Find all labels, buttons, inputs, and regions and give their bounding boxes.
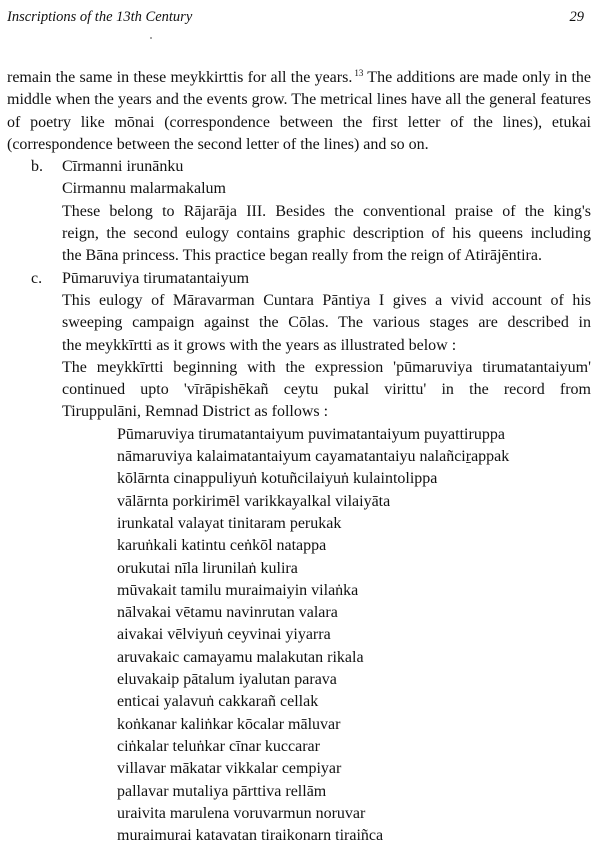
verse-line: muraimurai katavatan tiraikonarn tiraiñca (117, 827, 384, 845)
verse-line: pallavar mutaliya pārttiva rellām (117, 782, 327, 800)
item-c-text-line: continued upto 'vīrāpishēkañ ceytu pukal virittu' in the record from (62, 381, 591, 399)
verse-line: nāmaruviya kalaimatantaiyum cayamatantaiyu nalañciṟappak (117, 448, 510, 466)
verse-line: koṅkanar kaliṅkar kōcalar māluvar (117, 715, 341, 733)
item-b-title-1: Cīrmanni irunānku (62, 158, 184, 176)
item-c-text-line: the meykkīrtti as it grows with the years as illustrated below : (62, 336, 457, 354)
item-b-text-line: These belong to Rājarāja III. Besides the conventional praise of the king's (62, 202, 591, 220)
item-c-text-line: The meykkīrtti beginning with the expression 'pūmaruviya tirumatantaiyum' (62, 358, 591, 376)
verse-line: karuṅkali katintu ceṅkōl natappa (117, 537, 327, 555)
list-item-b (7, 156, 591, 267)
verse-line: eluvakaip pātalum iyalutan parava (117, 671, 337, 689)
verse-line: villavar mākatar vikkalar cempiyar (117, 760, 342, 778)
item-b-marker: b. (31, 158, 43, 176)
footnote-ref: 13 (354, 68, 364, 78)
item-c-text-line: This eulogy of Māravarman Cuntara Pāntiya I gives a vivid account of his (62, 291, 591, 309)
item-b-text-line: reign, the second eulogy contains graphic description of his queens including (62, 225, 591, 243)
verse-line: Pūmaruviya tirumatantaiyum puvimatantaiyum puyattiruppa (117, 425, 505, 443)
verse-line: enticai yalavuṅ cakkarañ cellak (117, 693, 319, 711)
intro-first-sentence: remain the same in these meykkirttis for all the years. (7, 69, 353, 86)
item-c-title: Pūmaruviya tirumatantaiyum (62, 269, 250, 287)
verse-line: kōlārnta cinappuliyuṅ kotuñcilaiyuṅ kulaintolippa (117, 470, 438, 488)
list-item-c (7, 268, 591, 424)
item-c-text-line: Tiruppulāni, Remnad District as follows : (62, 403, 329, 421)
verse-line: nālvakai vētamu navinrutan valara (117, 604, 338, 622)
speck-mark (150, 37, 152, 39)
running-header (7, 6, 584, 28)
intro-paragraph (7, 62, 591, 156)
item-c-marker: c. (31, 269, 43, 287)
verse-line: aivakai vēlviyuṅ ceyvinai yiyarra (117, 626, 331, 644)
verse-line: ciṅkalar teluṅkar cīnar kuccarar (117, 737, 320, 755)
body-text (7, 62, 591, 847)
verse-line: uraivita marulena voruvarmun noruvar (117, 804, 366, 822)
intro-rest: only in the middle when the years and the events grow. The metrical lines have all the general features of poetry like mōnai (correspondence between the first letter of the lines), etukai (correspondence between the second letter of the lines) and so on. (7, 69, 592, 153)
verse-block (7, 424, 591, 847)
verse-line: orukutai nīla lirunilaṅ kulira (117, 559, 298, 577)
verse-line: vālārnta porkirimēl varikkayalkal vilaiyāta (117, 492, 391, 510)
page-number: 29 (569, 9, 584, 25)
item-c-text-line: sweeping campaign against the Cōlas. The various stages are described in (62, 314, 591, 332)
item-b-title-2: Cirmannu malarmakalum (62, 180, 226, 198)
running-title: Inscriptions of the 13th Century (7, 9, 193, 25)
item-b-text-line: the Bāna princess. This practice began really from the reign of Atirājēntira. (62, 247, 542, 265)
intro-first-tail: The additions are made (363, 69, 518, 86)
verse-line: mūvakait tamilu muraimaiyin vilaṅka (117, 581, 359, 599)
verse-line: aruvakaic camayamu malakutan rikala (117, 648, 364, 666)
verse-line: irunkatal valayat tinitaram perukak (117, 514, 342, 532)
